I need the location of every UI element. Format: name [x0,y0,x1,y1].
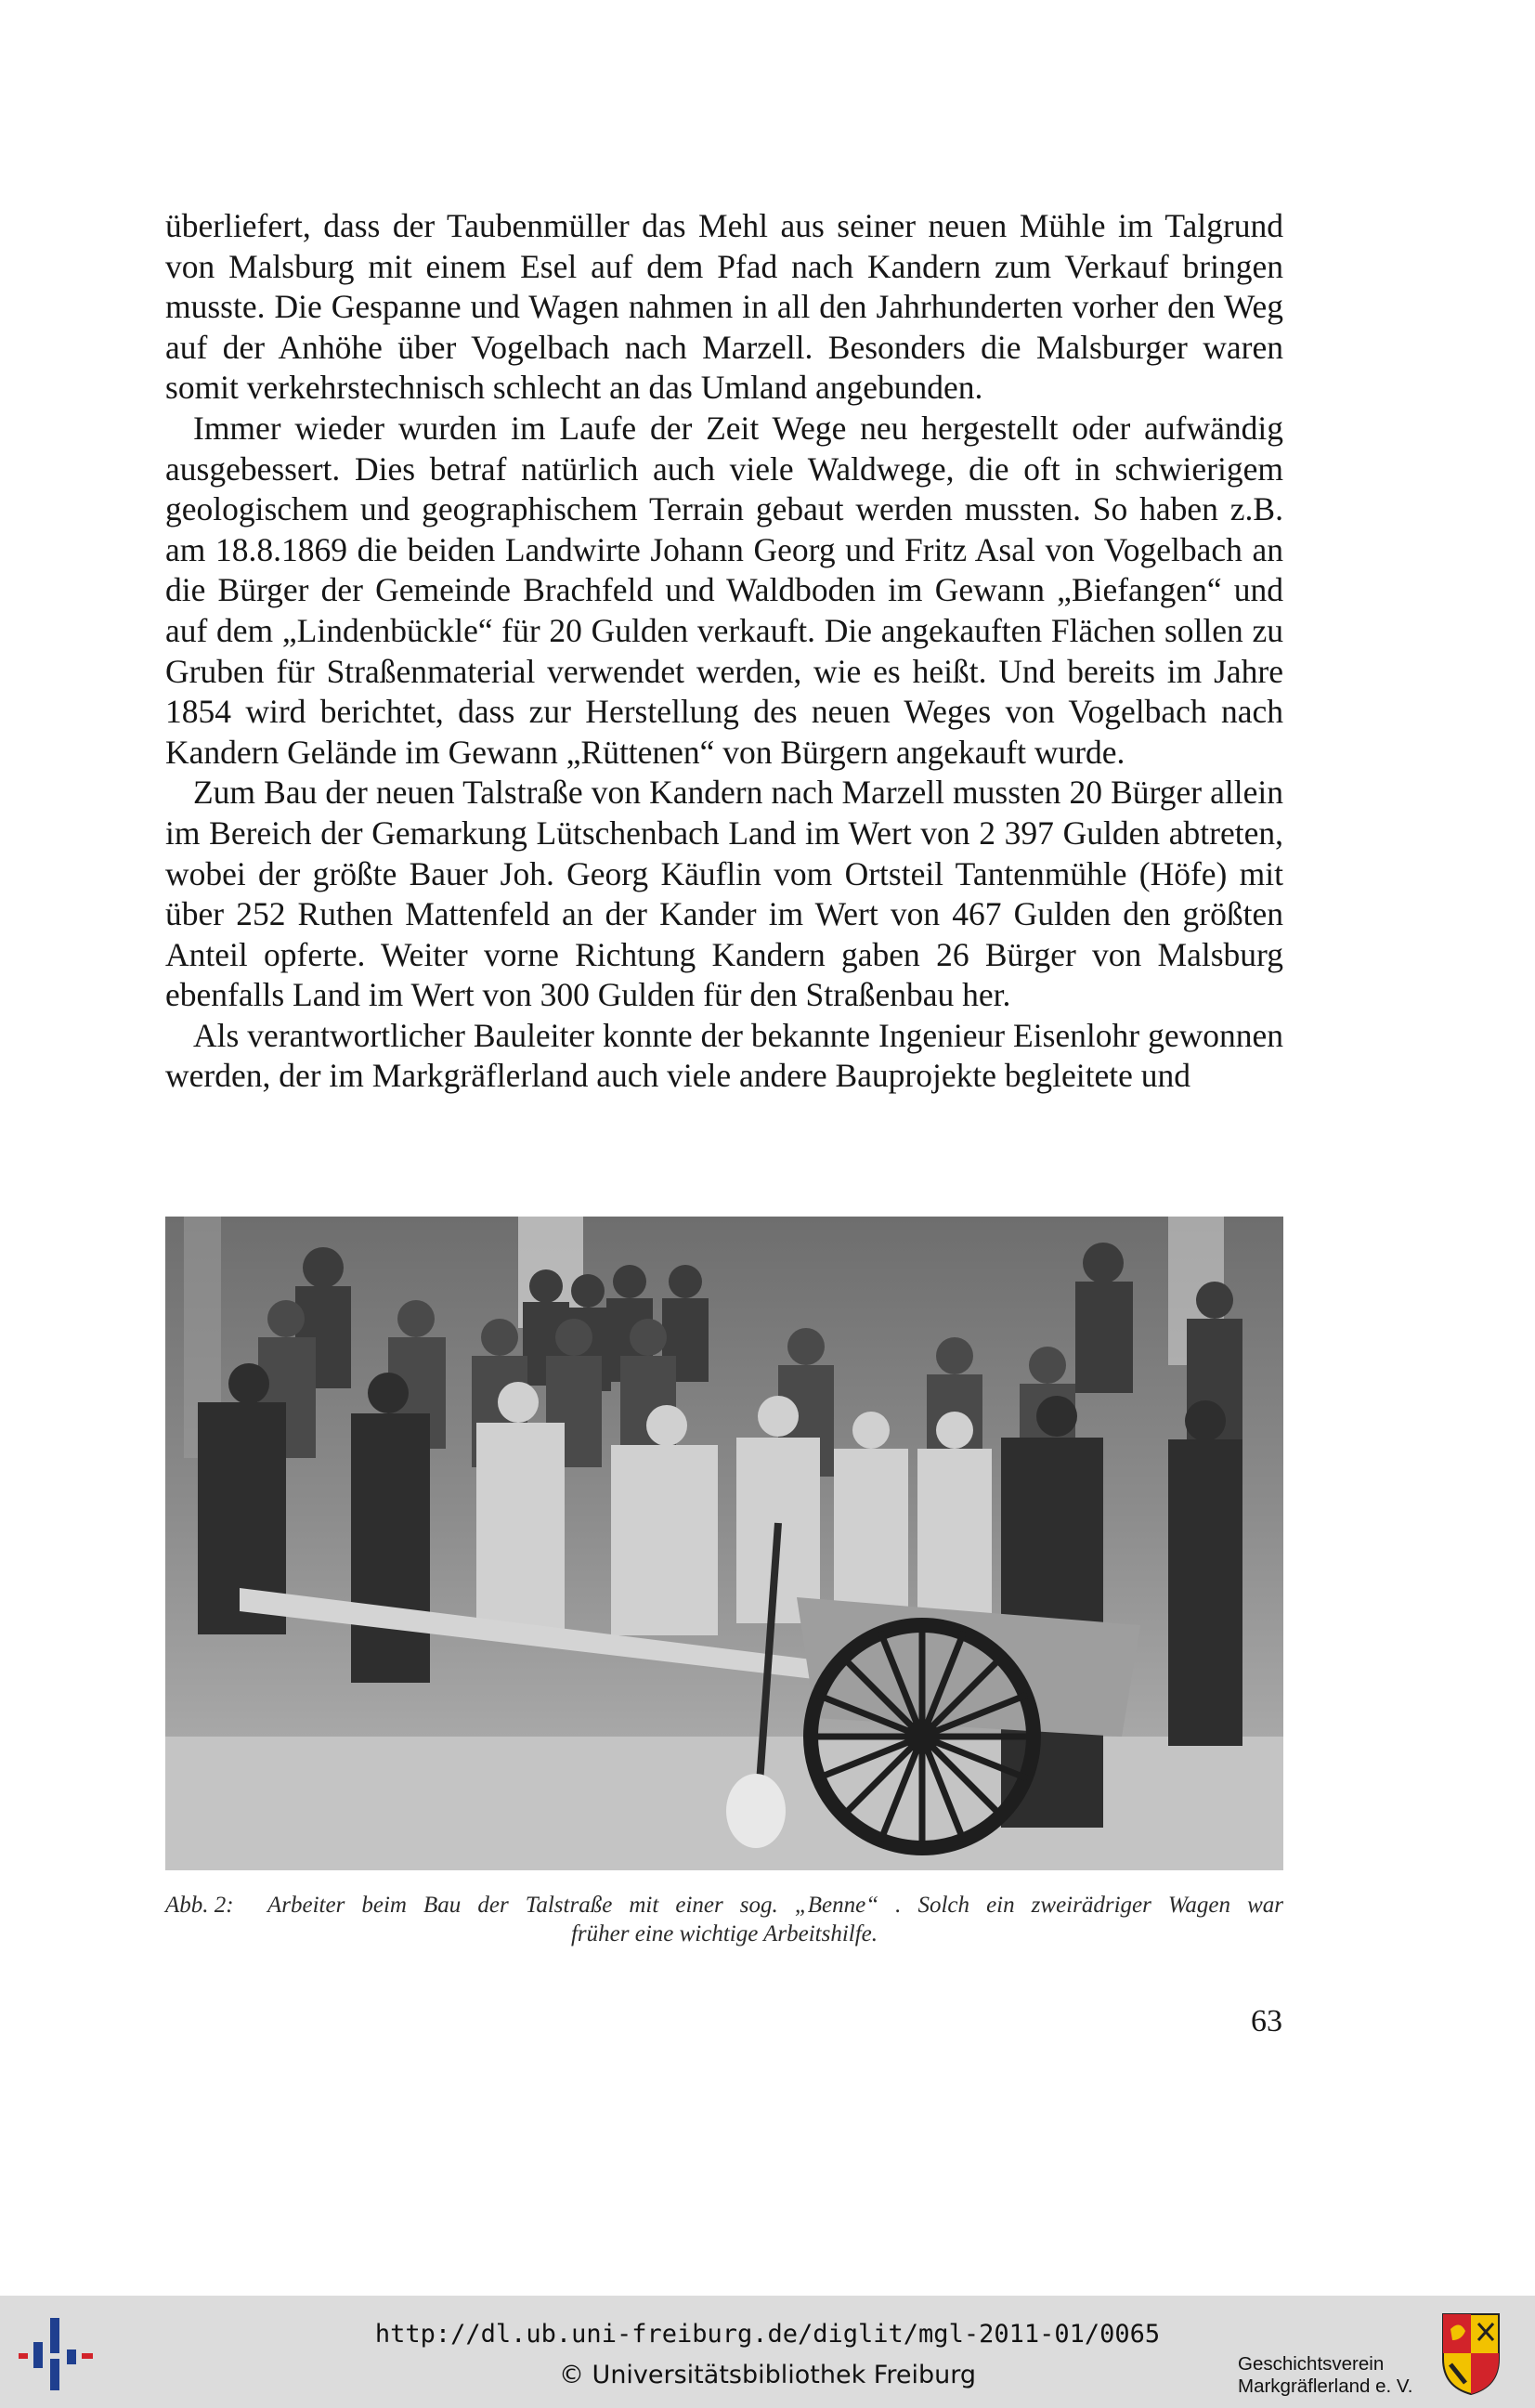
caption-text-line-2: früher eine wichtige Arbeitshilfe. [570,1921,878,1946]
caption-label: Abb. 2: [165,1893,234,1918]
footer-bar [0,2296,1535,2408]
society-name-line-1: Geschichtsverein [1238,2353,1385,2375]
paragraph: Immer wieder wurden im Laufe der Zeit Wege neu hergestellt oder aufwändig ausgebessert. Dies betraf natürlich auch viele Waldwege, die oft in schwierigem geologischem und geographischem Terrain gebaut werden mussten. So haben z.B. am 18.8.1869 die beiden Landwirte Johann Georg und Fritz Asal von Vogelbach an die Bürger der Gemeinde Brachfeld und Waldboden im Gewann „Biefangen“ und auf dem „Lindenbückle“ für 20 Gulden verkauft. Die angekauften Flächen sollen zu Gruben für Straßenmaterial verwendet werden, wie es heißt. Und bereits im Jahre 1854 wird berichtet, dass zur Herstellung des neuen Weges von Vogelbach nach Kandern Gelände im Gewann „Rüttenen“ von Bürgern angekauft wurde. [165,409,1283,771]
society-name-line-2: Markgräflerland e. V. [1238,2375,1413,2397]
photo-illustration [165,1217,1283,1870]
caption-text-line-1: Arbeiter beim Bau der Talstraße mit einer sog. „Benne“ . Solch ein zweirädriger Wagen war [267,1893,1283,1918]
society-name [1238,2353,1412,2398]
coat-of-arms-icon [1441,2312,1501,2396]
main-text [165,206,1283,1097]
copyright-text: © Universitätsbibliothek Freiburg [558,2361,977,2389]
paragraph: Zum Bau der neuen Talstraße von Kandern nach Marzell mussten 20 Bürger allein im Bereich der Gemarkung Lütschenbach Land im Wert von 2 397 Gulden abtreten, wobei der größte Bauer Joh. Georg Käuflin vom Ortsteil Tantenmühle (Höfe) mit über 252 Ruthen Mattenfeld an der Kander im Wert von 467 Gulden den größten Anteil opferte. Weiter vorne Richtung Kandern gaben 26 Bürger von Malsburg ebenfalls Land im Wert von 300 Gulden für den Straßenbau her. [165,774,1283,1014]
page-number: 63 [1251,2004,1282,2038]
paragraph: überliefert, dass der Taubenmüller das Mehl aus seiner neuen Mühle im Talgrund von Malsburg mit einem Esel auf dem Pfad nach Kandern zum Verkauf bringen musste. Die Gespanne und Wagen nahmen in all den Jahrhunderten vorher den Weg auf der Anhöhe über Vogelbach nach Marzell. Besonders die Malsburger waren somit verkehrstechnisch schlecht an das Umland angebunden. [165,207,1283,407]
document-url-link[interactable]: http://dl.ub.uni-freiburg.de/diglit/mgl-2011-01/0065 [374,2320,1161,2349]
historic-photo-workers-with-cart [165,1217,1283,1870]
figure-caption [165,1891,1283,1948]
paragraph: Als verantwortlicher Bauleiter konnte der bekannte Ingenieur Eisenlohr gewonnen werden, der im Markgräflerland auch viele andere Bauprojekte begleitete und [165,1016,1283,1095]
